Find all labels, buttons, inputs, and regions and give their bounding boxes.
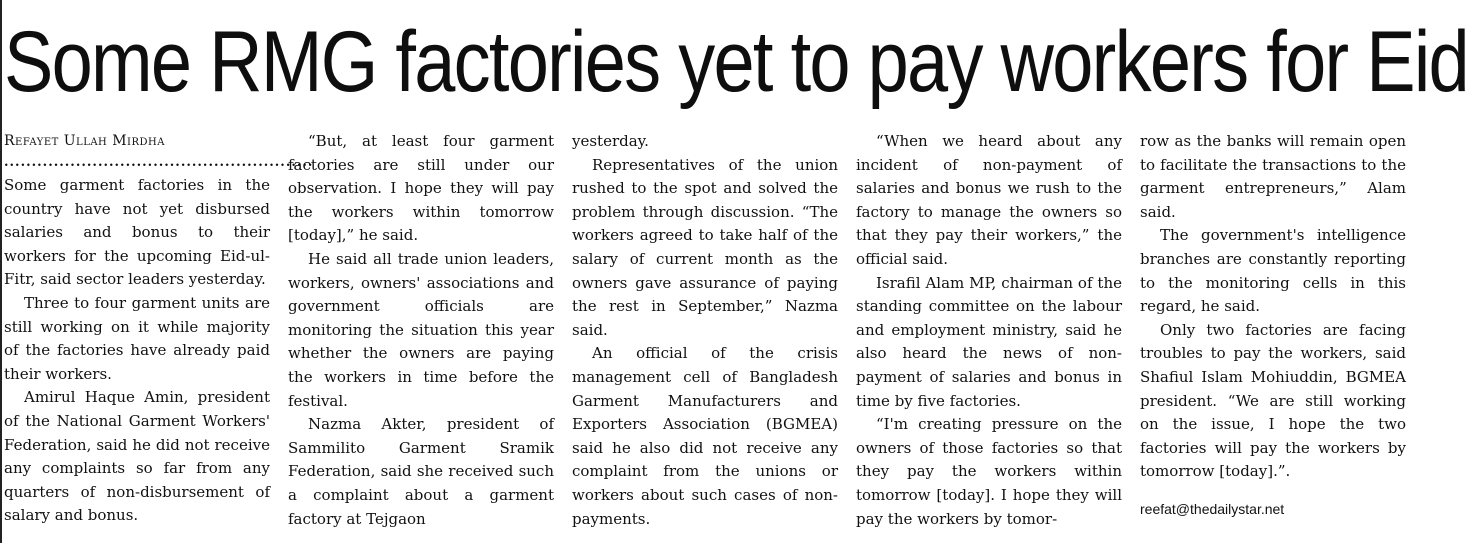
paragraph: “But, at least four garment factories are still under our observation. I hope they will pay the workers within tomorrow [today],” he said.	[288, 132, 554, 245]
paragraph: Amirul Haque Amin, president of the National Garment Workers' Federation, said he did not receive any complaints so far from any quarters of non-disbursement of salary and bonus.	[4, 388, 270, 525]
paragraph: Nazma Akter, president of Sammilito Garment Sramik Federation, said she received such a complaint about a garment factory at Tejgaon	[288, 415, 554, 528]
paragraph: An official of the crisis management cell of Bangladesh Garment Manufacturers and Exporters Association (BGMEA) said he also did not receive any complaint from the unions or workers about such cases of non-payments.	[572, 344, 838, 528]
paragraph: Only two factories are facing troubles to pay the workers, said Shafiul Islam Mohiuddin, BGMEA president. “We are still working on the issue, I hope the two factories will pay the workers by tomorrow [today].”.	[1140, 320, 1406, 481]
paragraph: Representatives of the union rushed to the spot and solved the problem through discussion. “The workers agreed to take half of the salary of current month as the owners gave assurance of paying the rest in September,” Nazma said.	[572, 155, 838, 339]
paragraph: He said all trade union leaders, workers, owners' associations and government officials are monitoring the situation this year whether the owners are paying the workers in time before the festival.	[288, 249, 554, 410]
paragraph: Three to four garment units are still working on it while majority of the factories have already paid their workers.	[4, 293, 270, 383]
byline-separator: ........................................................	[4, 155, 314, 170]
paragraph: The government's intelligence branches are constantly reporting to the monitoring cells in this regard, he said.	[1140, 226, 1406, 316]
column-5	[1140, 130, 1406, 522]
column-4	[856, 130, 1122, 531]
author-email[interactable]: reefat@thedailystar.net	[1140, 500, 1285, 517]
headline: Some RMG factories yet to pay workers for Eid	[4, 14, 1468, 110]
paragraph: “I'm creating pressure on the owners of those factories so that they pay the workers within tomorrow [today]. I hope they will pay the workers by tomor-	[856, 415, 1122, 528]
column-3	[572, 130, 838, 531]
column-1	[4, 130, 314, 528]
paragraph: Israfil Alam MP, chairman of the standing committee on the labour and employment ministry, said he also heard the news of non-payment of salaries and bonus in time by five factories.	[856, 273, 1122, 410]
byline: Refayet Ullah Mirdha	[4, 133, 165, 149]
paragraph: “When we heard about any incident of non-payment of salaries and bonus we rush to the factory to manage the owners so that they pay their workers,” the official said.	[856, 132, 1122, 268]
paragraph: yesterday.	[572, 132, 649, 150]
paragraph: Some garment factories in the country have not yet disbursed salaries and bonus to their workers for the upcoming Eid-ul-Fitr, said sector leaders yesterday.	[4, 176, 270, 289]
paragraph: row as the banks will remain open to facilitate the transactions to the garment entrepreneurs,” Alam said.	[1140, 132, 1406, 221]
column-2	[288, 130, 554, 531]
